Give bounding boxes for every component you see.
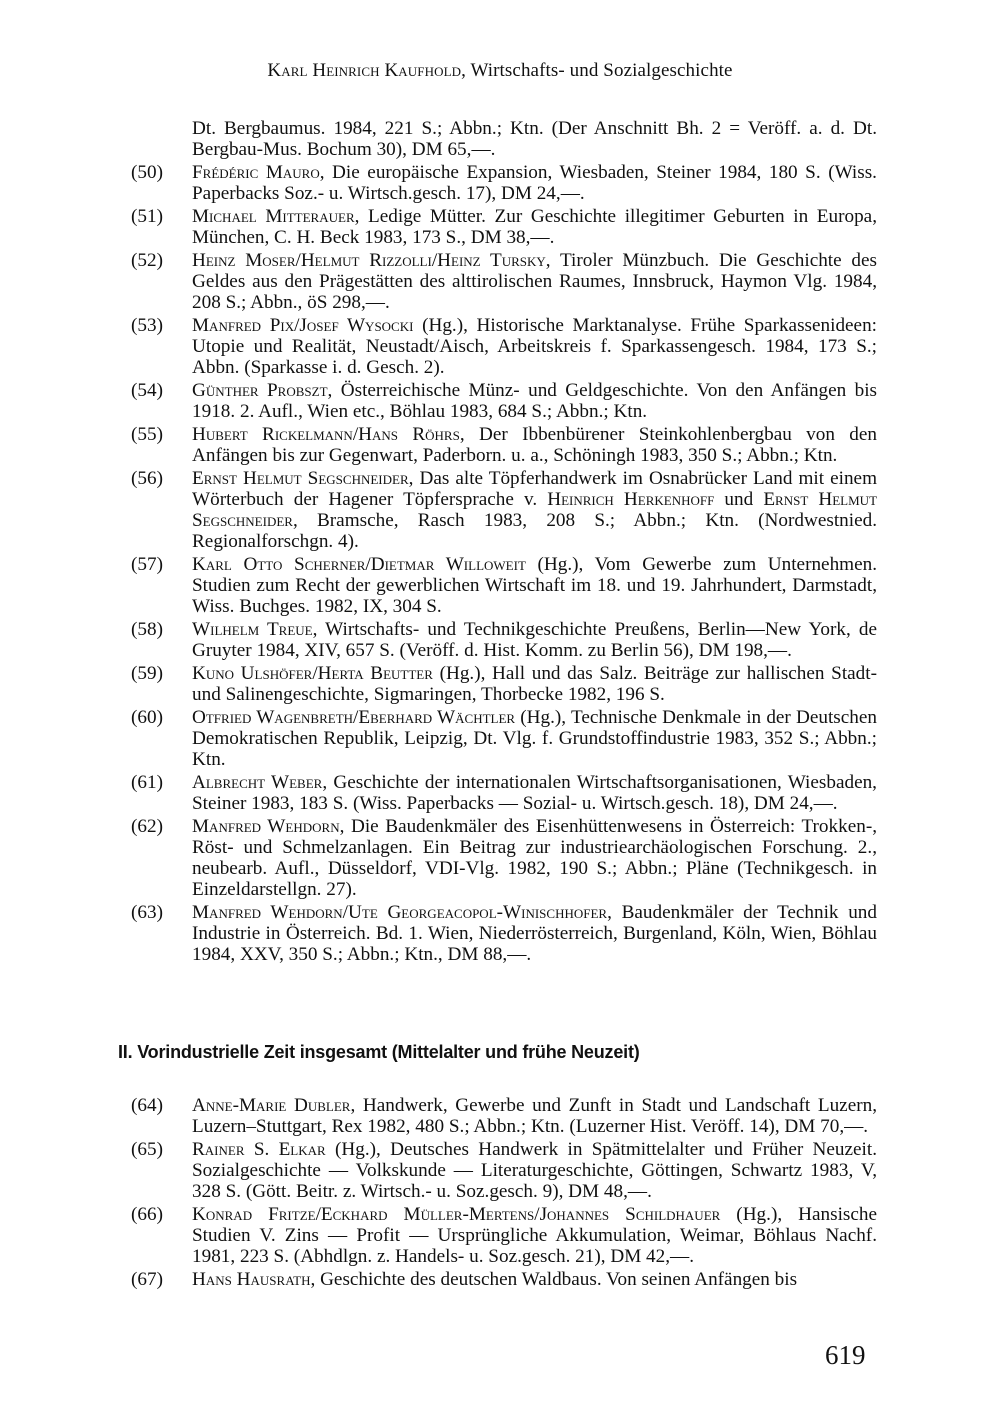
entry-text: (Hg.), Technische Denkmale in der Deutschen Demokratischen Republik, Leipzig, Dt. Vlg. f. Grundstoffindustrie 1983, 352 S.; Abbn.; Ktn. [192, 707, 877, 770]
entry-text: (Hg.), Hall und das Salz. Beiträge zur hallischen Stadt- und Salinengeschichte, Sigmaringen, Thorbecke 1982, 196 S. [192, 663, 877, 705]
entry-authors: Manfred Wehdorn/Ute Georgeacopol-Winischhofer [192, 902, 608, 923]
bibliography-list-2 [131, 1095, 877, 1292]
entry-text: , Die Baudenkmäler des Eisenhüttenwesens in Österreich: Trokken-, Röst- und Schmelzanlagen. Ein Beitrag zur industriearchäologischen Forschung. 2., neubearb. Aufl., Düsseldorf, VDI-Vlg. 1982, 190 S.; Abbn.; Pläne (Technikgesch. in Einzeldarstellgn. 27). [192, 816, 878, 900]
entry-text: , Das alte Töpferhandwerk im Osnabrücker Land mit einem Wörterbuch der Hagener Töpfersprache v. [192, 468, 877, 510]
entry-text: , Wirtschafts- und Technikgeschichte Preußens, Berlin—New York, de Gruyter 1984, XIV, 657 S. (Veröff. d. Hist. Komm. zu Berlin 56), DM 198,—. [192, 619, 877, 661]
entry-authors: Albrecht Weber [192, 772, 323, 793]
entry-text: , Österreichische Münz- und Geldgeschichte. Von den Anfängen bis 1918. 2. Aufl., Wien etc., Böhlau 1983, 684 S.; Abbn.; Ktn. [192, 380, 878, 422]
entry-text: , Die europäische Expansion, Wiesbaden, Steiner 1984, 180 S. (Wiss. Paperbacks Soz.- u. Wirtsch.gesch. 17), DM 24,—. [192, 162, 877, 204]
bibliography-entry [131, 1204, 877, 1267]
entry-text: , Geschichte der internationalen Wirtschaftsorganisationen, Wiesbaden, Steiner 1983, 183 S. (Wiss. Paperbacks — Sozial- u. Wirtsch.gesch. 18), DM 24,—. [192, 772, 877, 814]
entry-text: , Baudenkmäler der Technik und Industrie in Österreich. Bd. 1. Wien, Niederrösterreich, Burgenland, Köln, Wien, Böhlau 1984, XXV, 350 S.; Abbn.; Ktn., DM 88,—. [192, 902, 877, 965]
entry-number: (67) [131, 1269, 163, 1290]
bibliography-entry [131, 315, 877, 378]
entry-number: (57) [131, 554, 163, 575]
entry-number: (58) [131, 619, 163, 640]
bibliography-entry [131, 663, 877, 705]
header-author: Karl Heinrich Kaufhold [267, 60, 462, 81]
entry-authors: Ernst Helmut Segschneider [192, 489, 878, 531]
continuation-text: Dt. Bergbaumus. 1984, 221 S.; Abbn.; Ktn. (Der Anschnitt Bh. 2 = Veröff. a. d. Dt. Bergbau-Mus. Bochum 30), DM 65,—. [192, 118, 877, 160]
bibliography-entry [131, 816, 877, 900]
entry-authors: Rainer S. Elkar [192, 1139, 326, 1160]
bibliography-entry [131, 902, 877, 965]
entry-text: (Hg.), Deutsches Handwerk in Spätmittelalter und Früher Neuzeit. Sozialgeschichte — Volkskunde — Literaturgeschichte, Göttingen, Schwartz 1983, V, 328 S. (Gött. Beitr. z. Wirtsch.- u. Soz.gesch. 9), DM 48,—. [192, 1139, 877, 1202]
bibliography-entry [131, 1139, 877, 1202]
entry-text: , Bramsche, Rasch 1983, 208 S.; Abbn.; Ktn. (Nordwestnied. Regionalforschgn. 4). [192, 510, 877, 552]
bibliography-list-1 [131, 118, 877, 967]
entry-authors: Wilhelm Treue [192, 619, 313, 640]
entry-number: (66) [131, 1204, 163, 1225]
bibliography-entry [131, 1095, 877, 1137]
bibliography-entry [131, 772, 877, 814]
entry-authors: Heinrich Herkenhoff [547, 489, 715, 510]
entry-number: (54) [131, 380, 163, 401]
bibliography-entry [131, 424, 877, 466]
bibliography-entry [131, 554, 877, 617]
bibliography-entry [131, 162, 877, 204]
entry-number: (55) [131, 424, 163, 445]
entry-text: (Hg.), Vom Gewerbe zum Unternehmen. Studien zum Recht der gewerblichen Wirtschaft im 18. und 19. Jahrhundert, Darmstadt, Wiss. Buchges. 1982, IX, 304 S. [192, 554, 877, 617]
entry-text: , Tiroler Münzbuch. Die Geschichte des Geldes aus den Prägestätten des alttirolischen Raumes, Innsbruck, Haymon Vlg. 1984, 208 S.; Abbn., öS 298,—. [192, 250, 877, 313]
entry-authors: Frédéric Mauro [192, 162, 320, 183]
bibliography-entry [131, 707, 877, 770]
entry-text: (Hg.), Hansische Studien V. Zins — Profit — Ursprüngliche Akkumulation, Weimar, Böhlaus Nachf. 1981, 223 S. (Abhdlgn. z. Handels- u. Soz.gesch. 21), DM 42,—. [192, 1204, 877, 1267]
bibliography-entry [131, 468, 877, 552]
entry-text: , Handwerk, Gewerbe und Zunft in Stadt und Landschaft Luzern, Luzern–Stuttgart, Rex 1982, 480 S.; Abbn.; Ktn. (Luzerner Hist. Veröff. 14), DM 70,—. [192, 1095, 878, 1137]
entry-authors: Hans Hausrath [192, 1269, 311, 1290]
entry-authors: Konrad Fritze/Eckhard Müller-Mertens/Johannes Schildhauer [192, 1204, 721, 1225]
entry-number: (53) [131, 315, 163, 336]
entry-authors: Kuno Ulshöfer/Herta Beutter [192, 663, 433, 684]
running-header [0, 60, 1000, 82]
entry-authors: Karl Otto Scherner/Dietmar Willoweit [192, 554, 526, 575]
entry-text: und [714, 489, 764, 510]
entry-text: , Der Ibbenbürener Steinkohlenbergbau von den Anfängen bis zur Gegenwart, Paderborn. u. a., Schöningh 1983, 350 S.; Abbn.; Ktn. [192, 424, 877, 466]
entry-authors: Manfred Wehdorn [192, 816, 340, 837]
entry-text: (Hg.), Historische Marktanalyse. Frühe Sparkassenideen: Utopie und Realität, Neustadt/Aisch, Arbeitskreis f. Sparkassengesch. 1984, 173 S.; Abbn. (Sparkasse i. d. Gesch. 2). [192, 315, 877, 378]
bibliography-entry [131, 206, 877, 248]
entry-number: (50) [131, 162, 163, 183]
bibliography-entry [131, 619, 877, 661]
entry-authors: Günther Probszt [192, 380, 328, 401]
bibliography-entry [131, 1269, 877, 1290]
entry-authors: Anne-Marie Dubler [192, 1095, 351, 1116]
entry-text: , Ledige Mütter. Zur Geschichte illegitimer Geburten in Europa, München, C. H. Beck 1983, 173 S., DM 38,—. [192, 206, 877, 248]
entry-authors: Michael Mitterauer [192, 206, 355, 227]
entry-authors: Hubert Rickelmann/Hans Röhrs [192, 424, 460, 445]
entry-number: (52) [131, 250, 163, 271]
entry-number: (62) [131, 816, 163, 837]
entry-authors: Manfred Pix/Josef Wysocki [192, 315, 414, 336]
page-number: 619 [825, 1340, 866, 1370]
entry-number: (51) [131, 206, 163, 227]
entry-number: (63) [131, 902, 163, 923]
entry-authors: Ernst Helmut Segschneider [192, 468, 409, 489]
bibliography-entry [131, 250, 877, 313]
entry-authors: Otfried Wagenbreth/Eberhard Wächtler [192, 707, 516, 728]
entry-number: (61) [131, 772, 163, 793]
section-heading: II. Vorindustrielle Zeit insgesamt (Mittelalter und frühe Neuzeit) [118, 1042, 640, 1062]
entry-number: (60) [131, 707, 163, 728]
entry-number: (59) [131, 663, 163, 684]
entry-number: (64) [131, 1095, 163, 1116]
entry-number: (56) [131, 468, 163, 489]
header-title: , Wirtschafts- und Sozialgeschichte [461, 60, 733, 81]
entry-number: (65) [131, 1139, 163, 1160]
bibliography-entry [131, 380, 877, 422]
entry-authors: Heinz Moser/Helmut Rizzolli/Heinz Tursky [192, 250, 546, 271]
entry-text: , Geschichte des deutschen Waldbaus. Von seinen Anfängen bis [310, 1269, 798, 1290]
